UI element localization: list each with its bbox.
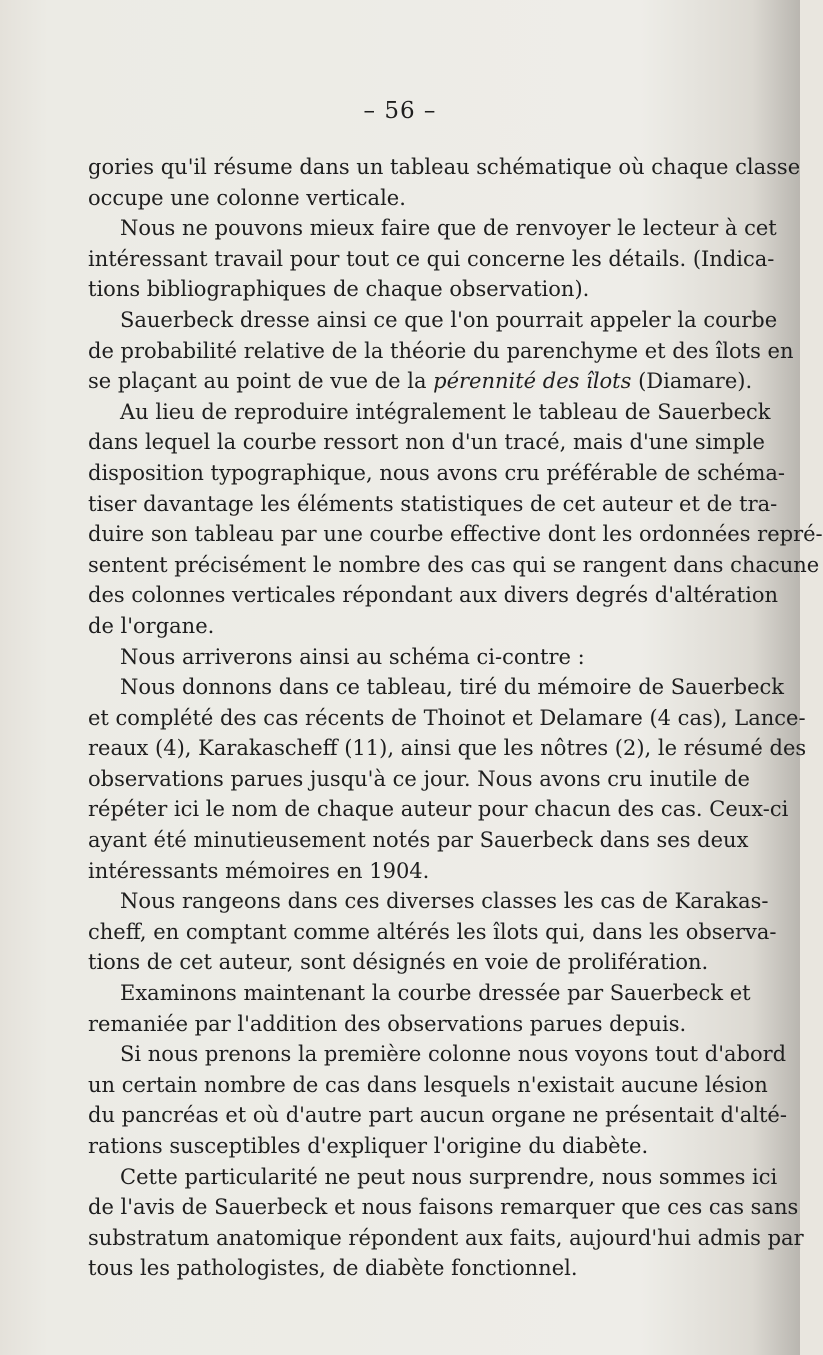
italic-term: pérennité des îlots bbox=[433, 369, 632, 394]
text-line: Sauerbeck dresse ainsi ce que l'on pourrait appeler la courbe bbox=[120, 307, 778, 332]
text-line: ayant été minutieusement notés par Sauerbeck dans ses deux bbox=[88, 828, 749, 853]
text-line: disposition typographique, nous avons cru préférable de schéma- bbox=[88, 460, 785, 485]
text-line: cheff, en comptant comme altérés les îlots qui, dans les observa- bbox=[88, 919, 777, 944]
text-line: reaux (4), Karakascheff (11), ainsi que les nôtres (2), le résumé des bbox=[88, 736, 807, 761]
text-line: Nous rangeons dans ces diverses classes les cas de Karakas- bbox=[120, 889, 769, 914]
text-line: remaniée par l'addition des observations parues depuis. bbox=[88, 1011, 687, 1036]
text-line: des colonnes verticales répondant aux divers degrés d'altération bbox=[88, 583, 778, 608]
text-line: de probabilité relative de la théorie du parenchyme et des îlots en bbox=[88, 338, 794, 363]
text-line: Nous ne pouvons mieux faire que de renvoyer le lecteur à cet bbox=[120, 216, 777, 241]
text-line: Au lieu de reproduire intégralement le tableau de Sauerbeck bbox=[120, 399, 771, 424]
text-line: observations parues jusqu'à ce jour. Nous avons cru inutile de bbox=[88, 766, 750, 791]
text-line: tions bibliographiques de chaque observation). bbox=[88, 277, 590, 302]
text-line: Nous arriverons ainsi au schéma ci-contre : bbox=[120, 644, 585, 669]
text-line: Cette particularité ne peut nous surprendre, nous sommes ici bbox=[120, 1164, 778, 1189]
text-line bbox=[88, 366, 753, 397]
text-line: Nous donnons dans ce tableau, tiré du mémoire de Sauerbeck bbox=[120, 675, 784, 700]
text-line: du pancréas et où d'autre part aucun organe ne présentait d'alté- bbox=[88, 1103, 787, 1128]
text-line: intéressant travail pour tout ce qui concerne les détails. (Indica- bbox=[88, 246, 775, 271]
text-line: Examinons maintenant la courbe dressée par Sauerbeck et bbox=[120, 981, 751, 1006]
text-line: Si nous prenons la première colonne nous voyons tout d'abord bbox=[120, 1042, 787, 1067]
text-line: gories qu'il résume dans un tableau schématique où chaque classe bbox=[88, 155, 801, 179]
text-line: de l'organe. bbox=[88, 613, 215, 638]
text-line: occupe une colonne verticale. bbox=[88, 185, 406, 210]
text-span: (Diamare). bbox=[631, 369, 753, 394]
text-line: intéressants mémoires en 1904. bbox=[88, 858, 430, 883]
text-line: rations susceptibles d'expliquer l'origine du diabète. bbox=[88, 1134, 649, 1158]
text-line: substratum anatomique répondent aux faits, aujourd'hui admis par bbox=[88, 1225, 804, 1250]
text-line: répéter ici le nom de chaque auteur pour chacun des cas. Ceux-ci bbox=[88, 797, 789, 822]
text-line: un certain nombre de cas dans lesquels n'existait aucune lésion bbox=[88, 1072, 768, 1097]
page-number: – 56 – bbox=[363, 98, 437, 124]
text-line: duire son tableau par une courbe effective dont les ordonnées repré- bbox=[88, 522, 823, 547]
text-line: tous les pathologistes, de diabète fonctionnel. bbox=[88, 1256, 578, 1281]
text-line: de l'avis de Sauerbeck et nous faisons remarquer que ces cas sans bbox=[88, 1195, 799, 1220]
text-line: sentent précisément le nombre des cas qui se rangent dans chacune bbox=[88, 552, 820, 577]
text-line: et complété des cas récents de Thoinot et Delamare (4 cas), Lance- bbox=[88, 705, 806, 730]
text-span: se plaçant au point de vue de la bbox=[88, 369, 434, 394]
text-line: tions de cet auteur, sont désignés en voie de prolifération. bbox=[88, 950, 709, 975]
body-text bbox=[88, 152, 823, 1284]
text-line: dans lequel la courbe ressort non d'un tracé, mais d'une simple bbox=[88, 430, 765, 455]
text-line: tiser davantage les éléments statistiques de cet auteur et de tra- bbox=[88, 491, 778, 516]
